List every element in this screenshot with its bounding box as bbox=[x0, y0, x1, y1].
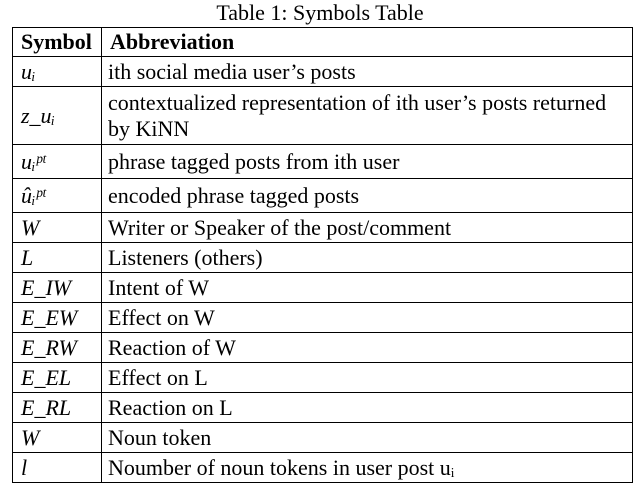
description-cell: Writer or Speaker of the post/comment bbox=[102, 213, 633, 243]
symbol-cell: uᵢᵖᵗ bbox=[13, 145, 102, 179]
description-cell: Reaction on L bbox=[102, 393, 633, 423]
table-row bbox=[13, 303, 633, 333]
description-cell: contextualized representation of ith user’s posts returned by KiNN bbox=[102, 87, 633, 145]
description-cell: ith social media user’s posts bbox=[102, 57, 633, 87]
header-symbol: Symbol bbox=[13, 28, 102, 57]
symbol-cell: W bbox=[13, 213, 102, 243]
symbol-cell: E_EL bbox=[13, 363, 102, 393]
description-cell: Noun token bbox=[102, 423, 633, 453]
symbol-cell: E_IW bbox=[13, 273, 102, 303]
symbol-cell: z_uᵢ bbox=[13, 87, 102, 145]
table-header-row bbox=[13, 28, 633, 57]
table-row bbox=[13, 243, 633, 273]
description-cell: Intent of W bbox=[102, 273, 633, 303]
description-cell: Effect on W bbox=[102, 303, 633, 333]
description-cell: Noumber of noun tokens in user post uᵢ bbox=[102, 453, 633, 483]
header-abbreviation: Abbreviation bbox=[102, 28, 633, 57]
table-row bbox=[13, 393, 633, 423]
symbol-cell: E_RL bbox=[13, 393, 102, 423]
symbol-cell: E_EW bbox=[13, 303, 102, 333]
table-row bbox=[13, 179, 633, 213]
symbol-cell: L bbox=[13, 243, 102, 273]
description-cell: Effect on L bbox=[102, 363, 633, 393]
symbol-cell: E_RW bbox=[13, 333, 102, 363]
symbol-cell: uᵢ bbox=[13, 57, 102, 87]
symbol-cell: l bbox=[13, 453, 102, 483]
symbols-table bbox=[12, 27, 633, 483]
description-cell: encoded phrase tagged posts bbox=[102, 179, 633, 213]
symbol-cell: ûᵢᵖᵗ bbox=[13, 179, 102, 213]
table-row bbox=[13, 57, 633, 87]
table-row bbox=[13, 333, 633, 363]
table-row bbox=[13, 213, 633, 243]
table-row bbox=[13, 145, 633, 179]
table-row bbox=[13, 453, 633, 483]
table-row bbox=[13, 423, 633, 453]
table-row bbox=[13, 363, 633, 393]
table-caption: Table 1: Symbols Table bbox=[216, 0, 424, 25]
symbol-cell: W bbox=[13, 423, 102, 453]
description-cell: Listeners (others) bbox=[102, 243, 633, 273]
table-row bbox=[13, 87, 633, 145]
table-row bbox=[13, 273, 633, 303]
description-cell: Reaction of W bbox=[102, 333, 633, 363]
description-cell: phrase tagged posts from ith user bbox=[102, 145, 633, 179]
